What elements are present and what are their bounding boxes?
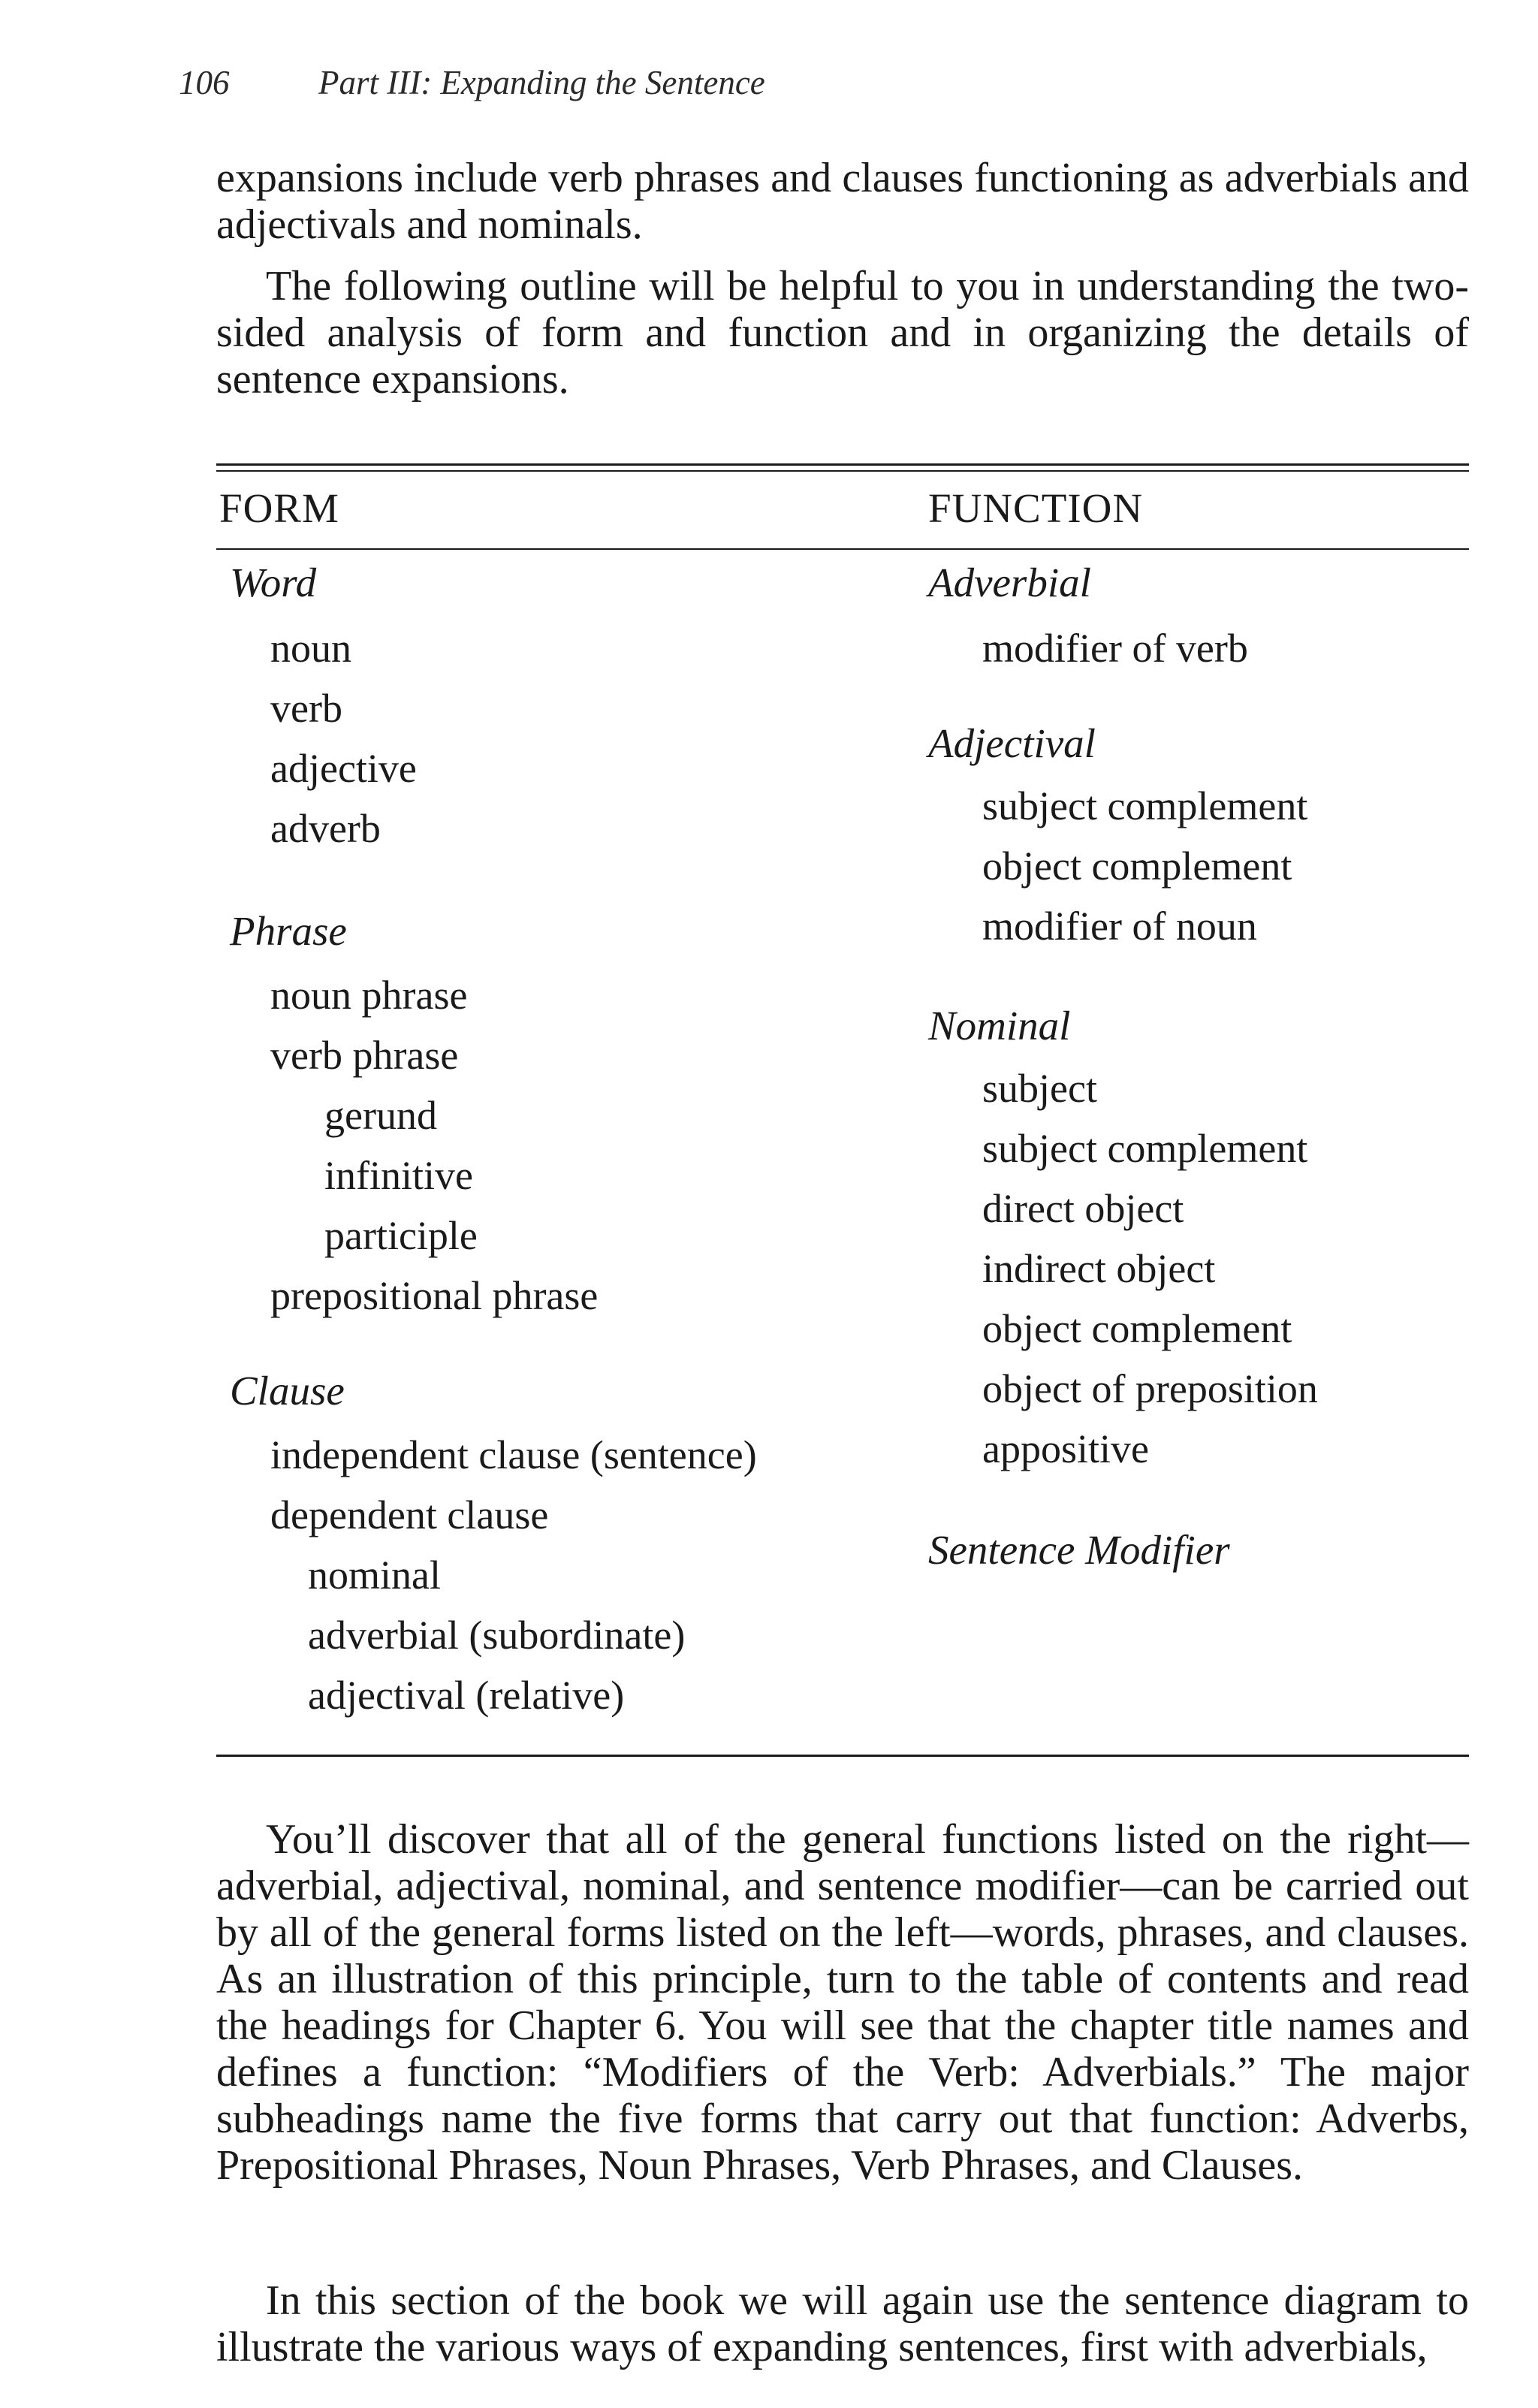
function-item-appositive: appositive (982, 1426, 1149, 1471)
form-item-prepositional-phrase: prepositional phrase (270, 1273, 599, 1318)
body-paragraph: You’ll discover that all of the general functions listed on the right—adverbial, adjectival, nominal, and sentence modifier—can be carried out by all of the general forms listed on the left—words, phrases, and clauses. As an illustration of this principle, turn to the table of contents and read the headings for Chapter 6. You will see that the chapter title names and defines a function: “Modifiers of the Verb: Adverbials.” The major subheadings name the five forms that carry out that function: Adverbs, Prepositional Phrases, Noun Phrases, Verb Phrases, and Clauses. (216, 1816, 1469, 2189)
form-item-participle: participle (324, 1213, 478, 1258)
form-item-nominal: nominal (308, 1553, 441, 1598)
table-top-rule (216, 463, 1469, 466)
function-item-modifier-of-verb: modifier of verb (982, 626, 1248, 671)
form-item-dependent-clause: dependent clause (270, 1492, 549, 1537)
form-item-adverbial-subordinate: adverbial (subordinate) (308, 1613, 686, 1658)
form-category-clause: Clause (230, 1368, 345, 1414)
function-item-object-complement: object complement (982, 1306, 1292, 1351)
form-item-gerund: gerund (324, 1093, 437, 1138)
form-item-infinitive: infinitive (324, 1153, 473, 1198)
form-item-noun-phrase: noun phrase (270, 973, 468, 1018)
form-item-adjective: adjective (270, 746, 417, 791)
body-paragraph: In this section of the book we will again use the sentence diagram to illustrate the various ways of expanding sentences, first with adverbials, (216, 2277, 1469, 2370)
form-item-verb-phrase: verb phrase (270, 1033, 459, 1078)
function-category-sentence-modifier: Sentence Modifier (928, 1527, 1230, 1573)
form-item-adjectival-relative: adjectival (relative) (308, 1673, 625, 1718)
form-item-noun: noun (270, 626, 351, 671)
running-title: Part III: Expanding the Sentence (318, 64, 765, 101)
function-item-object-complement: object complement (982, 843, 1292, 889)
function-column-heading: FUNCTION (928, 485, 1144, 531)
intro-paragraph: The following outline will be helpful to you in understanding the two-sided analysis of form and function and in organizing the details of sentence expansions. (216, 263, 1469, 403)
form-item-verb: verb (270, 686, 342, 731)
form-item-independent-clause: independent clause (sentence) (270, 1432, 757, 1477)
intro-paragraph: expansions include verb phrases and clauses functioning as adverbials and adjectivals and nominals. (216, 155, 1469, 248)
function-item-subject: subject (982, 1066, 1097, 1111)
function-item-object-of-preposition: object of preposition (982, 1366, 1318, 1411)
function-item-indirect-object: indirect object (982, 1246, 1216, 1291)
function-category-nominal: Nominal (928, 1003, 1071, 1049)
form-column-heading: FORM (219, 485, 339, 531)
function-item-direct-object: direct object (982, 1186, 1184, 1231)
table-header-rule (216, 548, 1469, 550)
table-bottom-rule (216, 1755, 1469, 1757)
form-category-word: Word (230, 560, 317, 605)
function-item-subject-complement: subject complement (982, 1126, 1308, 1171)
form-item-adverb: adverb (270, 806, 381, 851)
function-category-adverbial: Adverbial (928, 560, 1091, 605)
function-category-adjectival: Adjectival (928, 720, 1096, 766)
form-category-phrase: Phrase (230, 908, 347, 954)
page-number: 106 (179, 64, 230, 101)
table-top-rule-inner (216, 470, 1469, 472)
function-item-modifier-of-noun: modifier of noun (982, 904, 1257, 949)
running-header (179, 63, 765, 102)
function-item-subject-complement: subject complement (982, 783, 1308, 828)
